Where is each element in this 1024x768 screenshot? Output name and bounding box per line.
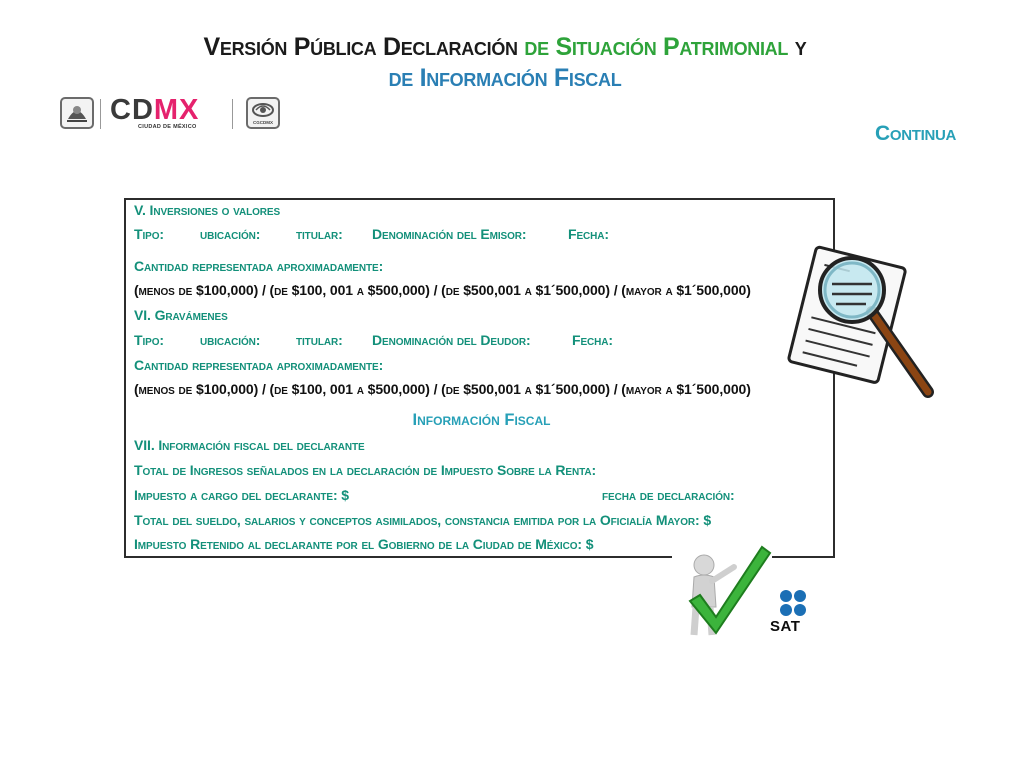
person-checkmark-icon xyxy=(672,545,772,637)
total-ingresos: Total de Ingresos señalados en la declaración de Impuesto Sobre la Renta: xyxy=(134,462,597,478)
title-part2: de Situación Patrimonial xyxy=(524,33,789,61)
coat-of-arms-icon xyxy=(60,97,94,129)
field-fecha: Fecha: xyxy=(568,226,609,242)
section-v-cantidad: Cantidad representada aproximadamente: xyxy=(134,258,384,274)
page-title xyxy=(0,32,1010,94)
cdmx-logo: CDMX xyxy=(110,94,200,126)
title-part3: y xyxy=(794,33,807,61)
impuesto-cargo: Impuesto a cargo del declarante: $ xyxy=(134,487,349,503)
section-vi-heading: VI. Gravámenes xyxy=(134,307,228,323)
title-part1: Versión Pública Declaración xyxy=(203,33,518,61)
section-vii-heading: VII. Información fiscal del declarante xyxy=(134,437,365,453)
impuesto-retenido: Impuesto Retenido al declarante por el Gobierno de la Ciudad de México: $ xyxy=(134,536,594,552)
section-v-ranges: (menos de $100,000) / (de $100, 001 a $500,000) / (de $500,001 a $1´500,000) / (mayor a $1´500,000) xyxy=(134,282,751,298)
section-vi-cantidad: Cantidad representada aproximadamente: xyxy=(134,357,384,373)
field-fecha: Fecha: xyxy=(572,332,613,348)
logo-divider xyxy=(232,99,233,129)
field-tipo: Tipo: xyxy=(134,332,164,348)
document-magnifier-icon xyxy=(780,240,940,410)
sat-label: SAT xyxy=(770,618,801,635)
field-ubicacion: ubicación: xyxy=(200,332,261,348)
cgcdmx-label: CGCDMX xyxy=(253,120,273,125)
field-ubicacion: ubicación: xyxy=(200,226,261,242)
field-denominacion: Denominación del Emisor: xyxy=(372,226,527,242)
fiscal-heading: Información Fiscal xyxy=(412,411,551,429)
fecha-declaracion: fecha de declaración: xyxy=(602,487,735,503)
field-titular: titular: xyxy=(296,332,343,348)
section-vi-ranges: (menos de $100,000) / (de $100, 001 a $500,000) / (de $500,001 a $1´500,000) / (mayor a $1´500,000) xyxy=(134,381,751,397)
title-line2: de Información Fiscal xyxy=(388,64,622,92)
section-v-heading: V. Inversiones o valores xyxy=(134,202,281,218)
cdmx-subtitle: CIUDAD DE MÉXICO xyxy=(138,124,197,130)
field-denominacion: Denominación del Deudor: xyxy=(372,332,531,348)
logo-divider xyxy=(100,99,101,129)
continue-link[interactable]: Continua xyxy=(875,122,957,145)
field-tipo: Tipo: xyxy=(134,226,164,242)
declaration-box xyxy=(124,198,835,558)
total-sueldo: Total del sueldo, salarios y conceptos asimilados, constancia emitida por la Oficialía Mayor: $ xyxy=(134,512,712,528)
sat-dots-icon xyxy=(776,588,816,618)
field-titular: titular: xyxy=(296,226,343,242)
eye-seal-icon xyxy=(246,97,280,129)
